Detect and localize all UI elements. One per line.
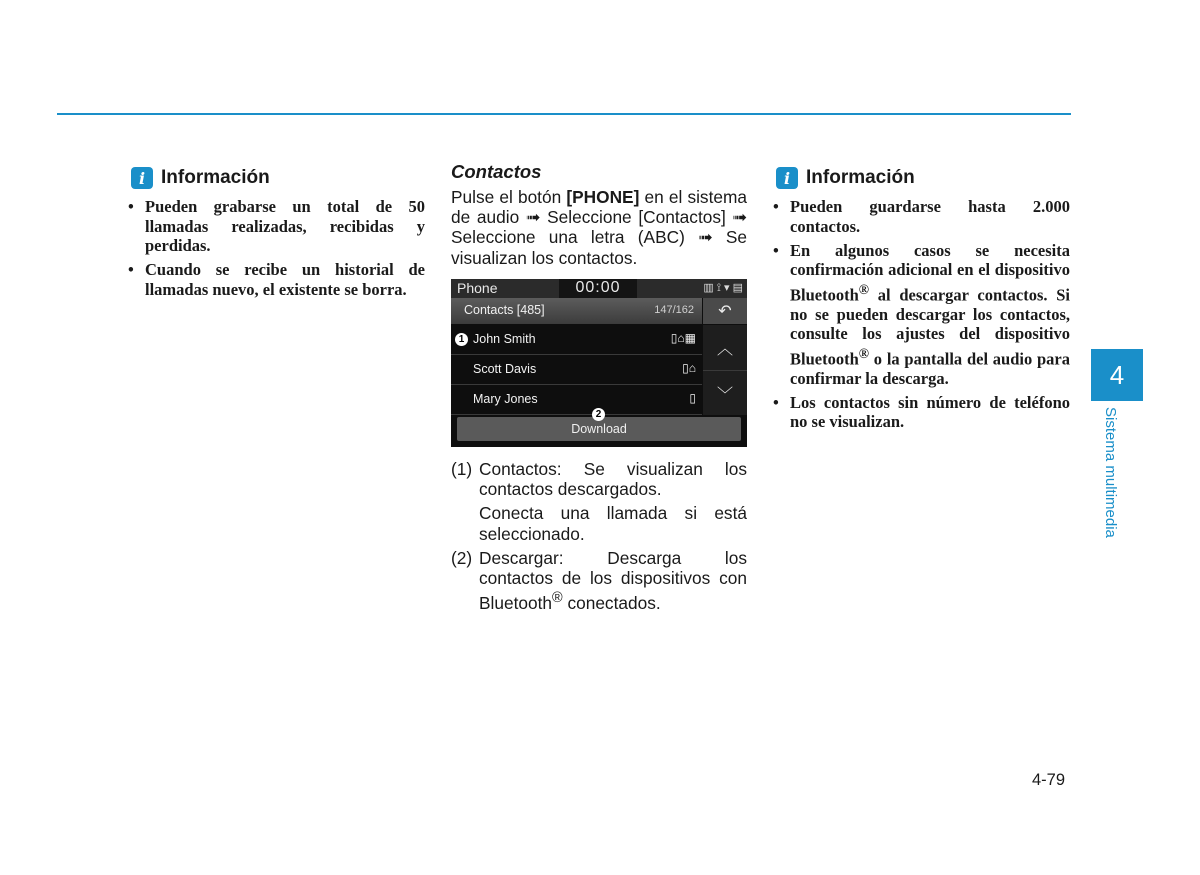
- note-text: [479, 548, 747, 613]
- contacts-header: [451, 298, 702, 324]
- instructions-paragraph: [451, 187, 747, 268]
- registered-mark: ®: [858, 345, 870, 361]
- back-button[interactable]: [703, 298, 747, 324]
- note-number: (1): [451, 459, 473, 479]
- callout-notes: [451, 459, 747, 617]
- right-info-text-c: o la pantalla del audio para confirmar la descarga.: [790, 349, 1070, 388]
- chevron-up-icon: ︿: [716, 341, 733, 358]
- right-info-text-b: al descargar contactos. Si no se pueden descargar los contactos, consulte los ajustes del dispositivo Bluetooth: [790, 285, 1070, 368]
- chapter-label: Sistema multimedia: [1102, 407, 1119, 538]
- phone-screen: [451, 279, 747, 447]
- section-heading: Contactos: [451, 161, 542, 182]
- registered-mark: ®: [858, 281, 870, 297]
- status-icons: ▥ ⟟ ▾ ▤: [703, 282, 743, 294]
- right-info-item: • Pueden guardarse hasta 2.000 contactos.: [773, 197, 1070, 236]
- right-info-item: [773, 241, 1070, 389]
- note-1-detail: Conecta una llamada si está seleccionado.: [479, 503, 747, 544]
- contact-type-icons: ▯⌂: [682, 361, 696, 375]
- callout-marker-2: 2: [592, 408, 605, 421]
- status-bar: [451, 279, 747, 298]
- scroll-down-button[interactable]: [703, 371, 747, 415]
- contact-row[interactable]: [451, 385, 702, 415]
- contact-row[interactable]: [451, 325, 702, 355]
- left-info-title: Información: [161, 167, 270, 188]
- right-info-item: • Los contactos sin número de teléfono no se visualizan.: [773, 393, 1070, 432]
- chapter-number: 4: [1091, 349, 1143, 401]
- contacts-count: 147/162: [654, 304, 694, 316]
- contact-name: John Smith: [473, 332, 536, 346]
- left-info-header: [131, 167, 270, 189]
- download-button[interactable]: Download: [457, 417, 741, 441]
- contacts-label: Contacts [485]: [464, 303, 545, 317]
- callout-marker-1: 1: [455, 333, 468, 346]
- chapter-label-wrap: [1100, 407, 1120, 552]
- note-1: [451, 459, 747, 499]
- contact-name: Mary Jones: [473, 392, 538, 406]
- top-rule: [57, 113, 1071, 115]
- app-title: Phone: [457, 280, 498, 296]
- registered-mark: ®: [552, 590, 563, 607]
- contact-type-icons: ▯⌂▦: [670, 331, 696, 345]
- chevron-down-icon: ﹀: [716, 386, 733, 404]
- page-number: 4-79: [1032, 771, 1066, 789]
- note-text-b: conectados.: [562, 592, 661, 613]
- contact-type-icons: ▯: [689, 391, 696, 405]
- right-info-header: [776, 167, 915, 189]
- note-text-a: Descargar: Descarga los contactos de los dispositivos con Bluetooth: [479, 547, 747, 613]
- note-2: [451, 548, 747, 613]
- back-icon: ↶: [718, 303, 732, 320]
- contact-name: Scott Davis: [473, 362, 537, 376]
- right-info-title: Información: [806, 167, 915, 188]
- phone-button-label: [PHONE]: [566, 187, 640, 207]
- left-info-list: [128, 197, 425, 304]
- instructions-text-1: Pulse el botón: [451, 187, 562, 207]
- note-text: Contactos: Se visualizan los contactos descargados.: [479, 459, 747, 500]
- left-info-item: • Cuando se recibe un historial de llamadas nuevo, el existente se borra.: [128, 260, 425, 299]
- right-info-list: [773, 197, 1070, 436]
- info-icon: i: [776, 167, 798, 189]
- left-info-item: • Pueden grabarse un total de 50 llamadas realizadas, recibidas y perdidas.: [128, 197, 425, 256]
- contact-row[interactable]: [451, 355, 702, 385]
- scroll-up-button[interactable]: [703, 325, 747, 371]
- clock: 00:00: [559, 279, 637, 298]
- right-info-text-a: En algunos casos se necesita confirmación adicional en el dispositivo Bluetooth: [790, 240, 1070, 304]
- note-number: (2): [451, 547, 473, 568]
- instructions-text-2: en el sistema de audio ➟ Seleccione [Contactos] ➟ Seleccione una letra (ABC) ➟ Se visualizan los contactos.: [451, 187, 747, 268]
- info-icon: i: [131, 167, 153, 189]
